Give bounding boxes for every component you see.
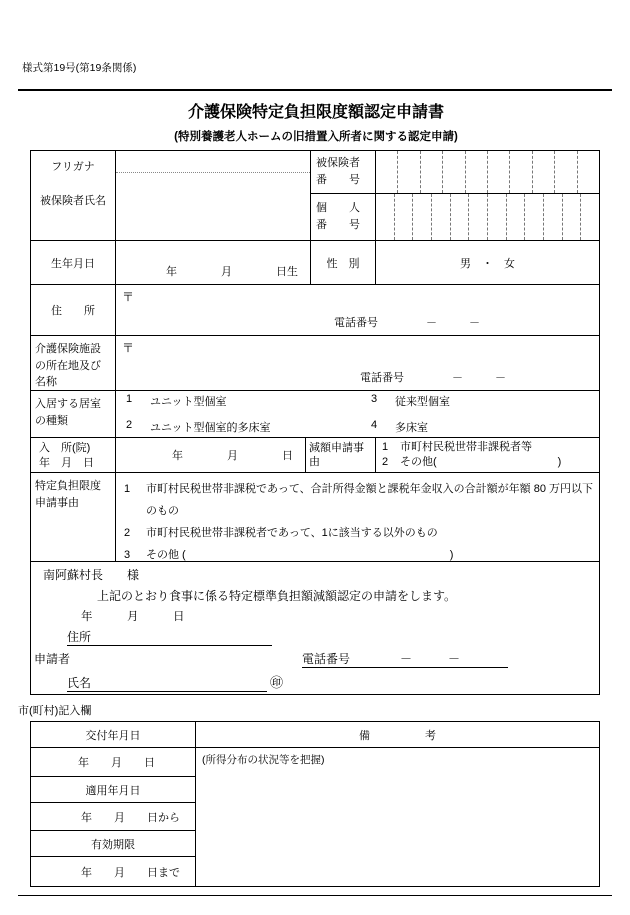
birthdate-label: 生年月日	[31, 241, 116, 284]
reduction-reason-options	[376, 438, 599, 472]
applicant-label: 申請者	[34, 652, 71, 666]
phone-dash: －	[495, 372, 506, 384]
option-text: 市町村民税世帯非課税であって、合計所得金額と課税年金収入の合計額が年額 80 万円以下のもの	[146, 483, 594, 517]
admission-label-line2: 年 月 日	[39, 456, 94, 469]
birthdate-placeholder: 年 月 日生	[166, 266, 298, 278]
digit-cell[interactable]	[532, 151, 554, 193]
room-type-row	[31, 391, 599, 438]
insured-number-input	[376, 151, 599, 194]
postal-mark: 〒	[122, 290, 135, 304]
option-text: その他( )	[400, 456, 562, 469]
digit-cell[interactable]	[577, 151, 599, 193]
digit-cell[interactable]	[376, 194, 394, 240]
insured-name-label: 被保険者氏名	[40, 195, 106, 207]
address-label: 住 所	[31, 285, 116, 335]
phone-dash: －	[452, 372, 463, 384]
personal-number-label	[311, 194, 376, 240]
form-title: 介護保険特定負担限度額認定申請書	[187, 104, 444, 121]
applicant-name-input[interactable]: 氏名	[67, 674, 267, 692]
admission-date-row	[31, 438, 599, 473]
phone-label: 電話番号	[360, 372, 404, 384]
applicant-section-row	[31, 562, 599, 694]
burden-reason-row	[31, 473, 599, 562]
digit-cell[interactable]	[468, 194, 487, 240]
option-text: 市町村民税世帯非課税者であって、1に該当する以外のもの	[146, 527, 438, 539]
sex-label: 性 別	[311, 241, 376, 284]
facility-row	[31, 336, 599, 391]
addressee: 南阿蘇村長	[43, 568, 104, 582]
expiry-label: 有効期限	[31, 831, 196, 857]
digit-cell[interactable]	[487, 151, 509, 193]
personal-number-label-line1: 個 人	[316, 201, 360, 214]
sex-choice[interactable]	[376, 241, 599, 284]
admission-date-input[interactable]	[116, 438, 306, 472]
application-table	[30, 150, 600, 695]
option-number: 1	[124, 483, 131, 495]
room-type-options	[116, 391, 599, 437]
option-number: 1	[382, 441, 389, 453]
municipal-table	[30, 721, 600, 887]
form-subtitle: (特別養護老人ホームの旧措置入所者に関する認定申請)	[174, 131, 458, 143]
facility-phone-line[interactable]	[360, 369, 593, 385]
digit-cell[interactable]	[509, 151, 531, 193]
room-option-2[interactable]	[126, 419, 371, 435]
insured-number-label	[311, 151, 376, 194]
application-date-line[interactable]	[31, 608, 599, 628]
option-text: その他 ( )	[146, 549, 454, 561]
room-option-3[interactable]	[371, 393, 599, 409]
address-phone-line[interactable]	[334, 314, 593, 330]
honorific: 様	[127, 568, 140, 582]
option-text: ユニット型個室	[150, 396, 227, 408]
option-text: 市町村民税世帯非課税者等	[400, 441, 532, 453]
top-divider	[18, 89, 612, 91]
applicant-section	[31, 562, 599, 694]
digit-cell[interactable]	[506, 194, 525, 240]
birthdate-row	[31, 241, 599, 285]
statement-text: 上記のとおり食事に係る特定標準負担額減額認定の申請をします。	[97, 589, 457, 603]
digit-cell[interactable]	[465, 151, 487, 193]
name-input-cell	[116, 151, 311, 240]
form-code: 様式第19号(第19条関係)	[22, 62, 137, 74]
seal-mark: ㊞	[270, 675, 284, 690]
applicant-address-input[interactable]: 住所	[67, 628, 272, 646]
admission-date-placeholder: 年 月 日	[172, 450, 293, 462]
sex-options: 男 ・ 女	[460, 257, 515, 270]
issue-date-label: 交付年月日	[31, 722, 196, 748]
burden-option-3[interactable]	[124, 544, 595, 561]
digit-cell[interactable]	[394, 194, 413, 240]
option-text: 従来型個室	[395, 396, 450, 408]
applicant-phone-line	[31, 650, 599, 674]
digit-cell[interactable]	[412, 194, 431, 240]
option-number: 2	[124, 527, 131, 539]
option-number: 3	[371, 393, 378, 405]
remarks-header: 備 考	[196, 722, 599, 748]
option-number: 4	[371, 419, 378, 431]
burden-reason-label: 特定負担限度申請事由	[31, 473, 116, 561]
admission-date-label	[31, 438, 116, 472]
bottom-divider	[18, 895, 612, 896]
option-text: ユニット型個室的多床室	[150, 422, 271, 434]
digit-cell[interactable]	[543, 194, 562, 240]
address-input[interactable]	[116, 285, 599, 335]
room-option-4[interactable]	[371, 419, 599, 435]
furigana-input[interactable]	[116, 151, 310, 173]
personal-number-label-line2: 番 号	[316, 219, 360, 231]
digit-cell[interactable]	[376, 151, 397, 193]
apply-date-input[interactable]: 年 月 日から	[31, 803, 196, 831]
option-text: 多床室	[395, 422, 428, 434]
phone-dash: －	[400, 652, 413, 666]
apply-date-label: 適用年月日	[31, 777, 196, 803]
municipal-section-label: 市(町村)記入欄	[18, 705, 92, 717]
burden-option-2[interactable]	[124, 522, 595, 544]
digit-cell[interactable]	[562, 194, 581, 240]
digit-cell[interactable]	[431, 194, 450, 240]
postal-mark: 〒	[122, 341, 135, 355]
digit-cell[interactable]	[580, 194, 599, 240]
reduction-reason-label: 減額申請事由	[306, 438, 376, 472]
identity-row	[31, 151, 599, 241]
application-date-placeholder: 年 月 日	[81, 611, 185, 623]
phone-label: 電話番号	[334, 317, 378, 329]
facility-label: 介護保険施設の所在地及び名称	[31, 336, 116, 390]
addressee-line	[31, 566, 599, 587]
digit-cell[interactable]	[442, 151, 464, 193]
digit-cell[interactable]	[524, 194, 543, 240]
burden-option-1[interactable]	[124, 478, 595, 522]
phone-label: 電話番号	[302, 652, 351, 666]
issue-date-input[interactable]: 年 月 日	[31, 748, 196, 777]
furigana-label: フリガナ	[51, 161, 95, 173]
digit-cell[interactable]	[397, 151, 419, 193]
option-number: 2	[126, 419, 133, 431]
room-type-label: 入居する居室の種類	[31, 391, 116, 437]
personal-number-input	[376, 194, 599, 240]
digit-cell[interactable]	[554, 151, 576, 193]
phone-dash: －	[426, 317, 437, 329]
applicant-name-line	[31, 674, 599, 694]
digit-cell[interactable]	[487, 194, 506, 240]
expiry-date-input[interactable]: 年 月 日まで	[31, 857, 196, 886]
admission-label-line1: 入 所(院)	[39, 442, 91, 454]
facility-input[interactable]	[116, 336, 599, 390]
option-number: 3	[124, 549, 131, 561]
birthdate-input[interactable]	[116, 241, 311, 284]
room-option-1[interactable]	[126, 393, 371, 409]
insured-name-input[interactable]	[116, 173, 310, 240]
insured-number-label-line2: 番 号	[316, 174, 360, 186]
option-number: 2	[382, 456, 389, 469]
digit-cell[interactable]	[450, 194, 469, 240]
insured-number-label-line1: 被保険者	[316, 156, 360, 169]
applicant-address-line	[31, 628, 599, 650]
remarks-input[interactable]: (所得分布の状況等を把握)	[202, 754, 325, 766]
reduction-option-2[interactable]	[382, 455, 599, 470]
burden-reason-options	[116, 473, 599, 561]
option-number: 1	[126, 393, 133, 405]
phone-dash: －	[448, 652, 461, 666]
digit-cell[interactable]	[420, 151, 442, 193]
address-row	[31, 285, 599, 336]
applicant-phone-input[interactable]	[302, 650, 508, 668]
phone-dash: －	[469, 317, 480, 329]
reduction-option-1[interactable]	[382, 440, 599, 455]
statement-line	[31, 587, 599, 608]
name-label-cell	[31, 151, 116, 240]
